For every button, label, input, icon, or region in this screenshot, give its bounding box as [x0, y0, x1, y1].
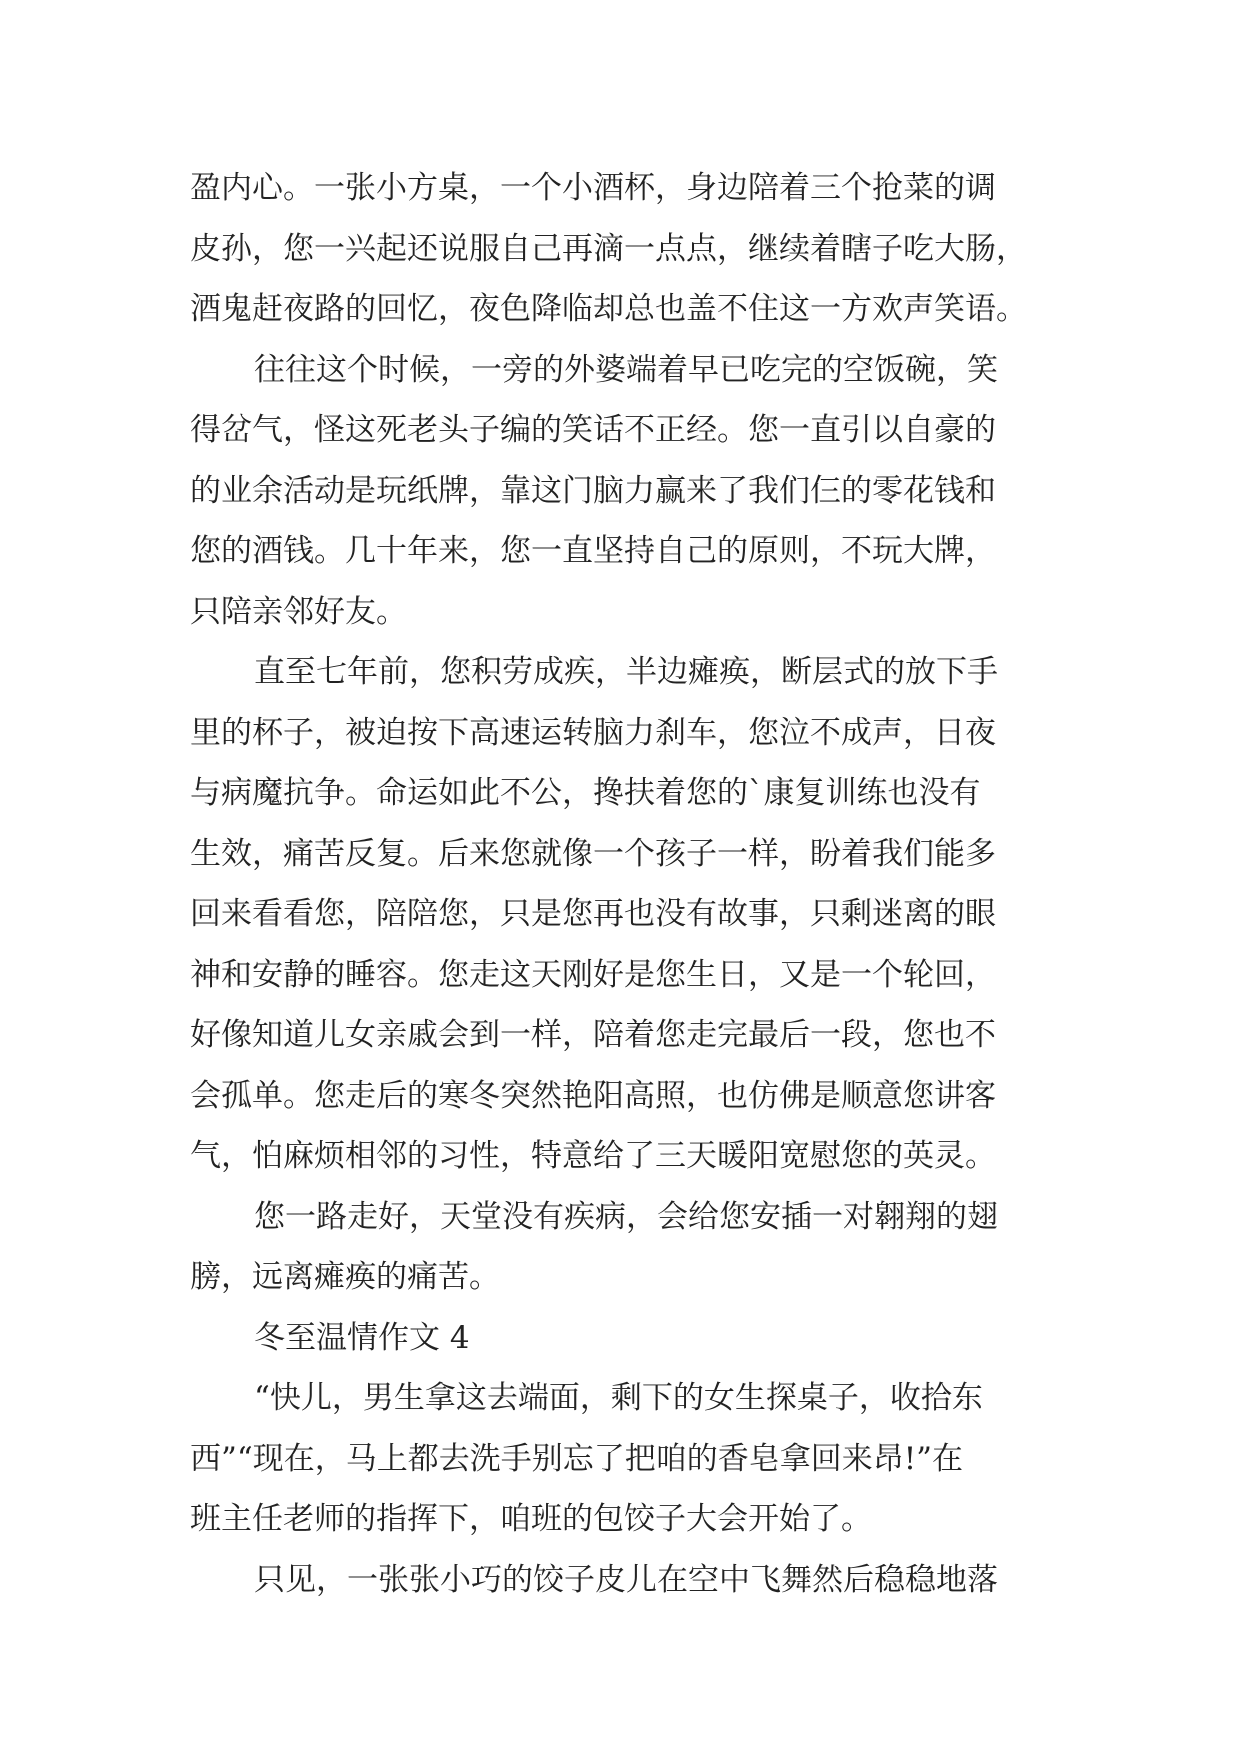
text-line: 盈内心。一张小方桌，一个小酒杯，身边陪着三个抢菜的调: [190, 170, 996, 206]
text-line: 会孤单。您走后的寒冬突然艳阳高照，也仿佛是顺意您讲客: [190, 1077, 996, 1114]
text-line: 酒鬼赶夜路的回忆，夜色降临却总也盖不住这一方欢声笑语。: [190, 291, 1027, 327]
text-line: 膀，远离瘫痪的痛苦。: [190, 1259, 500, 1295]
section-heading: 冬至温情作文 4: [254, 1319, 470, 1356]
text-line: 好像知道儿女亲戚会到一样，陪着您走完最后一段，您也不: [190, 1017, 996, 1053]
essay-body: [190, 158, 1070, 1610]
text-line: 班主任老师的指挥下，咱班的包饺子大会开始了。: [190, 1501, 872, 1537]
paragraph-start-line: “快儿，男生拿这去端面，剩下的女生探桌子，收拾东: [254, 1380, 983, 1416]
text-line: 神和安静的睡容。您走这天刚好是您生日，又是一个轮回，: [190, 956, 996, 993]
text-line: 只陪亲邻好友。: [190, 593, 407, 630]
text-line: 的业余活动是玩纸牌，靠这门脑力赢来了我们仨的零花钱和: [190, 472, 996, 509]
text-line: 生效，痛苦反复。后来您就像一个孩子一样，盼着我们能多: [190, 835, 996, 872]
paragraph-start-line: 只见，一张张小巧的饺子皮儿在空中飞舞然后稳稳地落: [254, 1561, 998, 1598]
paragraph-start-line: 您一路走好，天堂没有疾病，会给您安插一对翱翔的翅: [254, 1198, 998, 1235]
paragraph-start-line: 往往这个时候，一旁的外婆端着早已吃完的空饭碗，笑: [254, 351, 998, 388]
text-line: 皮孙，您一兴起还说服自己再滴一点点，继续着瞎子吃大肠，: [190, 230, 1027, 267]
text-line: 里的杯子，被迫按下高速运转脑力刹车，您泣不成声，日夜: [190, 714, 996, 751]
text-line: 与病魔抗争。命运如此不公，搀扶着您的`康复训练也没有: [190, 775, 981, 811]
paragraph-start-line: 直至七年前，您积劳成疾，半边瘫痪，断层式的放下手: [254, 654, 998, 690]
text-line: 回来看看您，陪陪您，只是您再也没有故事，只剩迷离的眼: [190, 896, 996, 932]
text-line: 气，怕麻烦相邻的习性，特意给了三天暖阳宽慰您的英灵。: [190, 1138, 996, 1174]
text-line: 西”“现在，马上都去洗手别忘了把咱的香皂拿回来昂!”在: [190, 1440, 963, 1477]
text-line: 您的酒钱。几十年来，您一直坚持自己的原则，不玩大牌，: [190, 533, 996, 569]
text-line: 得岔气，怪这死老头子编的笑话不正经。您一直引以自豪的: [190, 412, 996, 448]
